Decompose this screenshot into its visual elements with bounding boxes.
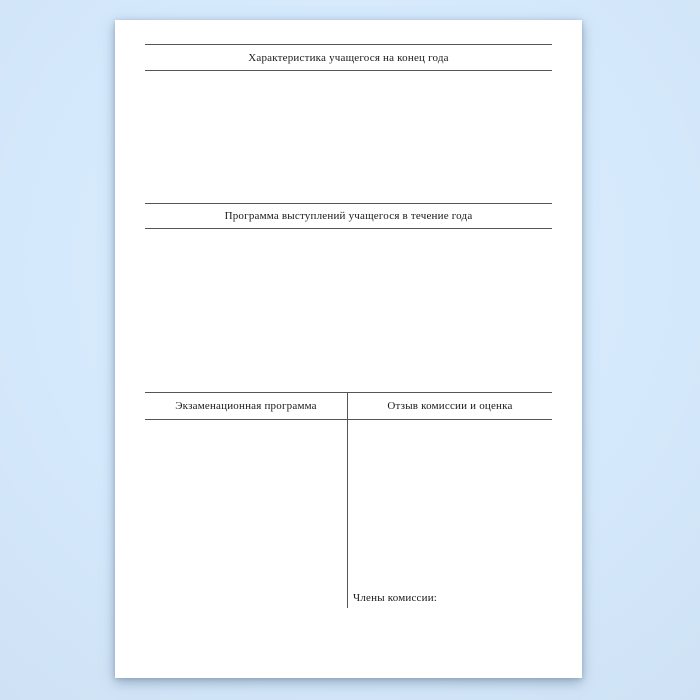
exam-table-header-review-label: Отзыв комиссии и оценка [387, 400, 513, 412]
performances-writing-area [145, 229, 552, 391]
exam-table [145, 392, 552, 608]
section-title-characteristics: Характеристика учащегося на конец года [248, 51, 449, 64]
document-page [115, 20, 582, 678]
exam-table-header-program [145, 392, 347, 420]
section-title-performances: Программа выступлений учащегося в течение года [224, 210, 473, 222]
exam-table-column-review [348, 392, 552, 608]
section-header-performances [145, 203, 552, 229]
exam-table-header-review [348, 392, 552, 420]
section-header-characteristics [145, 44, 552, 71]
exam-table-column-program [145, 392, 348, 608]
commission-members-label: Члены комиссии: [353, 592, 438, 604]
exam-table-header-program-label: Экзаменационная программа [175, 400, 317, 412]
characteristics-writing-area [145, 71, 552, 202]
